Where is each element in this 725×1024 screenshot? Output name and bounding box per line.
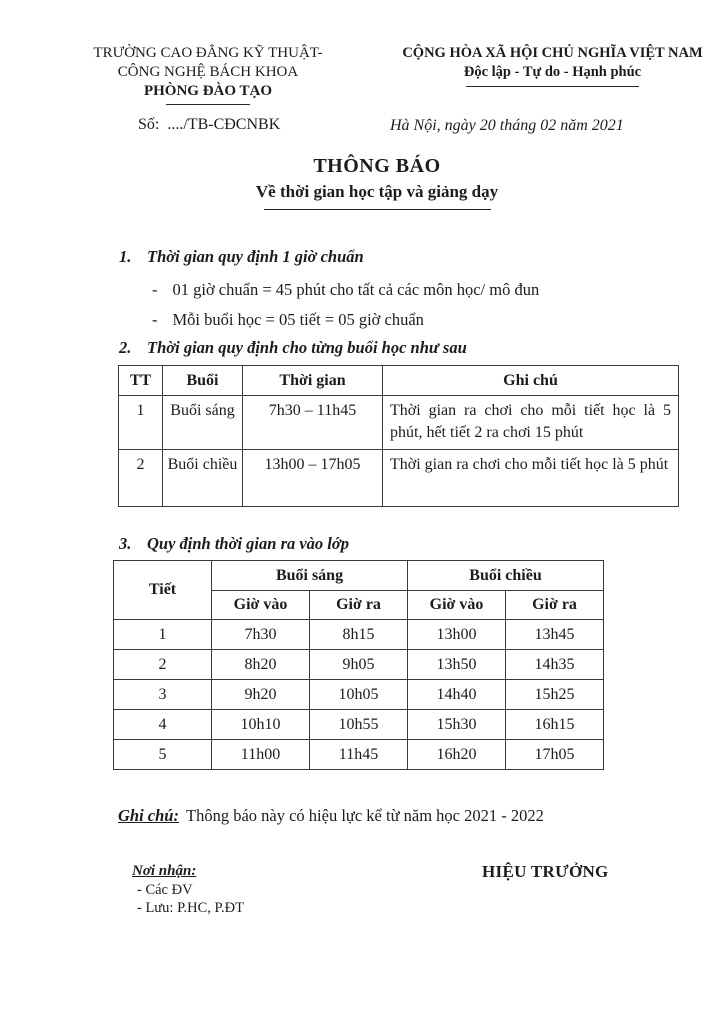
col-header-tiet: Tiết xyxy=(114,561,212,620)
letterhead-national xyxy=(395,44,710,87)
section-3-number: 3. xyxy=(119,534,132,553)
section-1-item-1-text: 01 giờ chuẩn = 45 phút cho tất cả các môn học/ mô đun xyxy=(172,280,540,299)
session-times-table xyxy=(118,365,679,507)
section-2-number: 2. xyxy=(119,338,132,357)
cell-time: 15h30 xyxy=(408,710,506,740)
cell-tiet: 3 xyxy=(114,680,212,710)
page-subtitle: Về thời gian học tập và giảng dạy xyxy=(255,182,499,201)
cell-time: 16h15 xyxy=(506,710,604,740)
section-1-title: Thời gian quy định 1 giờ chuẩn xyxy=(147,247,364,266)
motto-underline xyxy=(466,86,639,87)
note-text: Thông báo này có hiệu lực kể từ năm học 2021 - 2022 xyxy=(185,806,544,825)
cell-tiet: 1 xyxy=(114,620,212,650)
cell-time: 10h05 xyxy=(310,680,408,710)
issuer-line-1: TRƯỜNG CAO ĐẲNG KỸ THUẬT- xyxy=(93,45,323,61)
table-row xyxy=(114,740,604,770)
table-row xyxy=(119,450,679,507)
col-header-buoi: Buổi xyxy=(163,366,243,396)
section-1-heading xyxy=(119,247,364,267)
cell-tiet: 5 xyxy=(114,740,212,770)
cell-time: 11h45 xyxy=(310,740,408,770)
recipients-block xyxy=(132,861,244,917)
cell-time: 13h45 xyxy=(506,620,604,650)
dash-bullet: - xyxy=(152,310,158,329)
cell-thoigian: 7h30 – 11h45 xyxy=(243,396,383,450)
issuer-line-2: CÔNG NGHỆ BÁCH KHOA xyxy=(117,64,299,80)
title-underline xyxy=(264,209,491,210)
table-row xyxy=(114,620,604,650)
table-row xyxy=(119,396,679,450)
cell-ghichu: Thời gian ra chơi cho mỗi tiết học là 5 phút xyxy=(383,450,679,507)
subcol-gio-ra-chieu: Giờ ra xyxy=(506,591,604,620)
section-3-heading xyxy=(119,534,349,554)
col-header-buoi-sang: Buổi sáng xyxy=(212,561,408,591)
cell-time: 15h25 xyxy=(506,680,604,710)
cell-time: 8h20 xyxy=(212,650,310,680)
letterhead-issuer xyxy=(55,44,361,105)
cell-time: 13h00 xyxy=(408,620,506,650)
col-header-tt: TT xyxy=(119,366,163,396)
issuer-underline xyxy=(166,104,250,105)
title-block xyxy=(27,154,725,210)
section-3-title: Quy định thời gian ra vào lớp xyxy=(147,534,349,553)
col-header-thoigian: Thời gian xyxy=(243,366,383,396)
page-title: THÔNG BÁO xyxy=(313,155,441,177)
date-place-line: Hà Nội, ngày 20 tháng 02 năm 2021 xyxy=(390,117,624,134)
cell-buoi: Buổi sáng xyxy=(163,396,243,450)
cell-time: 14h40 xyxy=(408,680,506,710)
col-header-ghichu: Ghi chú xyxy=(383,366,679,396)
recipient-item: - Lưu: P.HC, P.ĐT xyxy=(137,900,244,916)
issuer-department: PHÒNG ĐÀO TẠO xyxy=(143,83,273,99)
period-times-table xyxy=(113,560,604,770)
cell-ghichu: Thời gian ra chơi cho mỗi tiết học là 5 phút, hết tiết 2 ra chơi 15 phút xyxy=(383,396,679,450)
subcol-gio-vao-chieu: Giờ vào xyxy=(408,591,506,620)
subcol-gio-vao-sang: Giờ vào xyxy=(212,591,310,620)
cell-time: 9h20 xyxy=(212,680,310,710)
signature-title: HIỆU TRƯỞNG xyxy=(482,862,609,881)
cell-buoi: Buổi chiều xyxy=(163,450,243,507)
section-1-item-1 xyxy=(152,280,539,300)
section-1-item-2 xyxy=(152,310,424,330)
note-label: Ghi chú: xyxy=(118,806,179,825)
cell-tt: 2 xyxy=(119,450,163,507)
cell-time: 14h35 xyxy=(506,650,604,680)
table-row xyxy=(114,650,604,680)
document-number: Số: ..../TB-CĐCNBK xyxy=(138,116,281,133)
cell-time: 10h55 xyxy=(310,710,408,740)
cell-time: 11h00 xyxy=(212,740,310,770)
section-1-number: 1. xyxy=(119,247,132,266)
recipients-label: Nơi nhận: xyxy=(132,863,197,879)
table-row xyxy=(114,680,604,710)
table-header-row xyxy=(119,366,679,396)
table-row xyxy=(114,710,604,740)
cell-time: 7h30 xyxy=(212,620,310,650)
effective-note xyxy=(118,806,544,826)
recipient-item: - Các ĐV xyxy=(137,882,193,898)
cell-time: 8h15 xyxy=(310,620,408,650)
section-1-item-2-text: Mỗi buổi học = 05 tiết = 05 giờ chuẩn xyxy=(172,310,424,329)
national-motto-line-1: CỘNG HÒA XÃ HỘI CHỦ NGHĨA VIỆT NAM xyxy=(402,45,703,61)
cell-thoigian: 13h00 – 17h05 xyxy=(243,450,383,507)
cell-time: 13h50 xyxy=(408,650,506,680)
national-motto-line-2: Độc lập - Tự do - Hạnh phúc xyxy=(463,64,642,80)
cell-tiet: 4 xyxy=(114,710,212,740)
subcol-gio-ra-sang: Giờ ra xyxy=(310,591,408,620)
cell-time: 16h20 xyxy=(408,740,506,770)
table-header-row xyxy=(114,561,604,591)
cell-time: 9h05 xyxy=(310,650,408,680)
cell-time: 10h10 xyxy=(212,710,310,740)
cell-tt: 1 xyxy=(119,396,163,450)
section-2-title: Thời gian quy định cho từng buổi học như sau xyxy=(147,338,467,357)
dash-bullet: - xyxy=(152,280,158,299)
col-header-buoi-chieu: Buổi chiều xyxy=(408,561,604,591)
section-2-heading xyxy=(119,338,467,358)
cell-time: 17h05 xyxy=(506,740,604,770)
cell-tiet: 2 xyxy=(114,650,212,680)
